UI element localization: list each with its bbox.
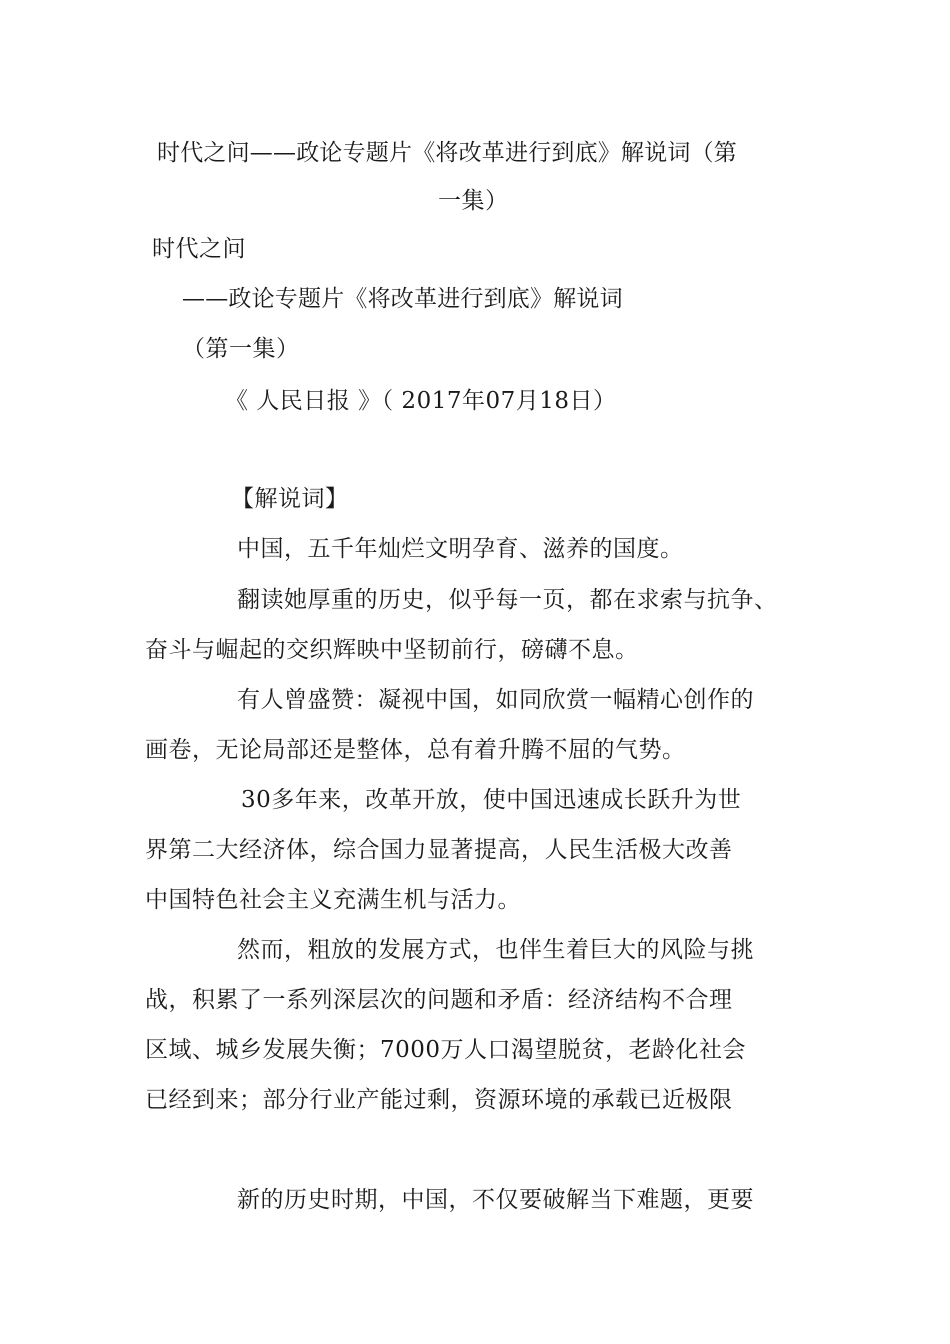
paragraph-2-line-2: 奋斗与崛起的交织辉映中坚韧前行，磅礴不息。 (145, 637, 639, 663)
paragraph-4-line-2: 界第二大经济体，综合国力显著提高，人民生活极大改善 (145, 837, 733, 863)
paragraph-5-line-4: 已经到来；部分行业产能过剩，资源环境的承载已近极限 (145, 1087, 733, 1113)
paragraph-5-line-2: 战，积累了一系列深层次的问题和矛盾：经济结构不合理 (145, 987, 733, 1013)
subtitle-line-1: 时代之问 (152, 236, 246, 262)
paragraph-3-line-1: 有人曾盛赞：凝视中国，如同欣赏一幅精心创作的 (237, 687, 754, 713)
document-title-line-1: 时代之问——政论专题片《将改革进行到底》解说词（第 (157, 140, 737, 166)
document-title-line-2: 一集） (438, 188, 509, 214)
source-line: 《 人民日报 》（ 2017年07月18日） (225, 388, 617, 414)
paragraph-6-line-1: 新的历史时期，中国，不仅要破解当下难题，更要 (237, 1187, 754, 1213)
paragraph-4-line-1: 30多年来，改革开放，使中国迅速成长跃升为世 (241, 787, 742, 813)
paragraph-5-line-3: 区域、城乡发展失衡；7000万人口渴望脱贫，老龄化社会 (145, 1037, 747, 1063)
paragraph-3-line-2: 画卷，无论局部还是整体，总有着升腾不屈的气势。 (145, 737, 686, 763)
paragraph-1-line-1: 中国，五千年灿烂文明孕育、滋养的国度。 (237, 536, 684, 562)
paragraph-4-line-3: 中国特色社会主义充满生机与活力。 (145, 887, 521, 913)
section-label: 【解说词】 (231, 486, 349, 512)
paragraph-2-line-1: 翻读她厚重的历史，似乎每一页，都在求索与抗争、 (237, 587, 778, 613)
paragraph-5-line-1: 然而，粗放的发展方式，也伴生着巨大的风险与挑 (237, 937, 754, 963)
subtitle-line-2: ——政论专题片《将改革进行到底》解说词 (182, 286, 623, 312)
subtitle-line-3: （第一集） (182, 336, 300, 362)
